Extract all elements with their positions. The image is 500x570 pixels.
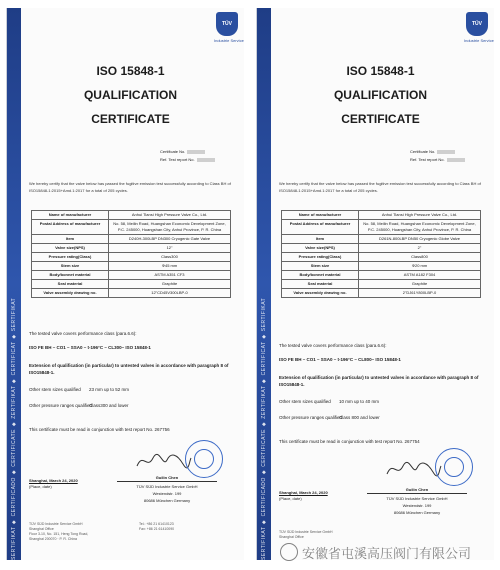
stem-size-label: Other stem sizes qualified xyxy=(279,399,331,404)
spec-value: Anhui Tiansi High Pressure Valve Co., Ltd. xyxy=(359,211,481,220)
spec-value: Class800 xyxy=(359,253,481,262)
spec-key: Valve size(NPS) xyxy=(282,244,359,253)
performance-class-line: ISO FE BH – CO1 – SSA0 – t-196°C – CL800– ISO 15848-1 xyxy=(279,357,401,362)
footer-line: TÜV SÜD Industrie Service GmbH xyxy=(279,530,333,534)
certificate-title-line2: CERTIFICATE xyxy=(91,112,170,126)
spec-value: ASTM A351 CF3 xyxy=(109,271,231,280)
table-row xyxy=(32,280,231,289)
pressure-range-value: Class300 and lower xyxy=(89,403,129,408)
certificate-right xyxy=(256,8,494,560)
spec-value: 2" xyxy=(359,244,481,253)
spec-key: Postal Address of manufacturer xyxy=(32,220,109,235)
spec-key: Postal Address of manufacturer xyxy=(282,220,359,235)
spec-value: Class300 xyxy=(109,253,231,262)
signer-address-line: Westendstr. 199 xyxy=(152,491,182,496)
place-date-label: (Place, date) xyxy=(29,484,52,489)
table-row xyxy=(282,211,481,220)
extension-statement: Extension of qualification (in particular) to untested valves in accordance with paragraph 8 of ISO15848-1. xyxy=(29,363,229,375)
stem-size-value: 10 mm up to 40 mm xyxy=(339,399,380,404)
certificate-intro: We hereby certify that the valve below has passed the fugitive emission test successfully according to Class BH of ISO15848-1:2015+Amd.1:2017 for a total of 205 cycles. xyxy=(279,181,481,193)
signature-line xyxy=(367,493,467,494)
spec-key: Pressure rating(Class) xyxy=(282,253,359,262)
footer-line: Floor 3-10, No. 151, Heng Tong Road, xyxy=(29,532,89,536)
table-row xyxy=(282,220,481,235)
table-row xyxy=(32,289,231,298)
certificate-no-label: Certificate No. xyxy=(410,149,436,154)
certificate-title-standard: ISO 15848-1 xyxy=(346,64,415,78)
table-row xyxy=(32,235,231,244)
tuv-logo-mark: TÜV xyxy=(466,12,488,36)
footer-line: Shanghai Office xyxy=(29,527,54,531)
spec-value: Φ45 mm xyxy=(109,262,231,271)
spec-key: Name of manufacturer xyxy=(282,211,359,220)
signer-block xyxy=(367,486,467,516)
tuv-logo-subtitle: Industrie Service xyxy=(214,38,244,43)
pressure-range-label: Other pressure ranges qualified xyxy=(29,403,93,408)
certificate-title-line1: QUALIFICATION xyxy=(333,88,428,102)
table-row xyxy=(282,289,481,298)
signer-block xyxy=(117,474,217,504)
issue-date: Shanghai, March 24, 2020 xyxy=(279,490,328,495)
spec-value: D261N-800LBP DN50 Cryogenic Globe Valve xyxy=(359,235,481,244)
spec-value: Anhui Tiansi High Pressure Valve Co., Ltd. xyxy=(109,211,231,220)
wechat-icon xyxy=(280,543,298,561)
spec-key: Name of manufacturer xyxy=(32,211,109,220)
tuv-logo-subtitle: Industrie Service xyxy=(464,38,494,43)
valve-spec-table xyxy=(281,210,481,298)
performance-class-line: ISO FE BH – CO1 – SSA0 – t-196°C – CL300– ISO 15848-1 xyxy=(29,345,151,350)
signer-address-line: 80686 München Germany xyxy=(393,510,441,515)
spec-key: Stem size xyxy=(282,262,359,271)
wechat-watermark xyxy=(280,540,494,564)
stripe-text: SERTIFIKAT ◆ CERTIFICADO ◆ CERTIFICATE ◆ ZERTIFIKAT ◆ CERTIFICAT ◆ SERTIFIKAT xyxy=(11,297,17,560)
certificate-title-line1: QUALIFICATION xyxy=(83,88,178,102)
validity-note: This certificate must be read in conjunction with test report No. 267754 xyxy=(279,439,420,444)
spec-key: Valve assembly drawing no. xyxy=(282,289,359,298)
certificate-border-stripe xyxy=(257,8,271,560)
spec-key: Body/bonnet material xyxy=(282,271,359,280)
spec-key: Valve size(NPS) xyxy=(32,244,109,253)
stripe-text: SERTIFIKAT ◆ CERTIFICADO ◆ CERTIFICATE ◆ ZERTIFIKAT ◆ CERTIFICAT ◆ SERTIFIKAT xyxy=(261,297,267,560)
tuv-logo-mark: TÜV xyxy=(216,12,238,36)
spec-value: ASTM A182 F304 xyxy=(359,271,481,280)
spec-value: No. 58, Meilin Road, Huangshan Economic Development Zone, P.C. 245000, Huangshan City, Anhui Province, P. R. China xyxy=(109,220,231,235)
table-row xyxy=(32,211,231,220)
spec-key: Seal material xyxy=(282,280,359,289)
valve-spec-table xyxy=(31,210,231,298)
spec-value: 12" xyxy=(109,244,231,253)
performance-class-note: The tested valve covers performance class (para.6.6): xyxy=(29,331,137,336)
signature-scribble xyxy=(133,450,193,472)
table-row xyxy=(32,244,231,253)
spec-key: Item xyxy=(282,235,359,244)
signer-organization: TÜV SÜD Industrie Service GmbH xyxy=(386,496,448,501)
certificate-left xyxy=(6,8,244,560)
certificate-no-label: Certificate No. xyxy=(160,149,186,154)
certificate-intro: We hereby certify that the valve below has passed the fugitive emission test successfully according to Class BH of ISO15848-1:2015+Amd.1:2017 for a total of 205 cycles. xyxy=(29,181,231,193)
certificate-border-stripe xyxy=(7,8,21,560)
validity-note: This certificate must be read in conjunction with test report No. 267756 xyxy=(29,427,170,432)
table-row xyxy=(282,262,481,271)
footer-line: Fax: +86 21 61410090 xyxy=(139,527,175,531)
test-report-no-label: Ref. Test report No. xyxy=(160,157,195,162)
signer-address-line: Westendstr. 199 xyxy=(402,503,432,508)
official-seal xyxy=(435,448,473,486)
stem-size-qualified xyxy=(279,398,484,405)
certificate-references xyxy=(410,148,480,164)
spec-value: 12"CD45V300LBP-0 xyxy=(109,289,231,298)
issue-date: Shanghai, March 24, 2020 xyxy=(29,478,78,483)
redacted-value xyxy=(437,150,455,154)
certificate-title-standard: ISO 15848-1 xyxy=(96,64,165,78)
tuv-logo xyxy=(214,12,244,48)
test-report-no-label: Ref. Test report No. xyxy=(410,157,445,162)
signer-address-line: 80686 München Germany xyxy=(143,498,191,503)
spec-key: Seal material xyxy=(32,280,109,289)
watermark-text: 安徽省屯溪高压阀门有限公司 xyxy=(302,545,472,561)
signature-scribble xyxy=(383,458,443,480)
redacted-value xyxy=(197,158,215,162)
signer-organization: TÜV SÜD Industrie Service GmbH xyxy=(136,484,198,489)
official-seal xyxy=(185,440,223,478)
signer-name: Guilin Chen xyxy=(155,475,179,480)
certificate-title-line2: CERTIFICATE xyxy=(341,112,420,126)
place-date-label: (Place, date) xyxy=(279,496,302,501)
footer-line: Shanghai 200070 · P. R. China xyxy=(29,537,77,541)
spec-key: Body/bonnet material xyxy=(32,271,109,280)
spec-value: D240H-300LBP DN300 Cryogenic Gate Valve xyxy=(109,235,231,244)
spec-value: No. 58, Meilin Road, Huangshan Economic Development Zone, P.C. 245000, Huangshan City, Anhui Province, P. R. China xyxy=(359,220,481,235)
table-row xyxy=(32,253,231,262)
footer-line: Shanghai Office xyxy=(279,535,304,539)
table-row xyxy=(32,220,231,235)
table-row xyxy=(282,280,481,289)
spec-value: Graphite xyxy=(109,280,231,289)
table-row xyxy=(32,271,231,280)
signature-line xyxy=(117,481,217,482)
redacted-value xyxy=(187,150,205,154)
spec-key: Item xyxy=(32,235,109,244)
pressure-range-qualified xyxy=(279,414,484,421)
table-row xyxy=(32,262,231,271)
footer-line: TÜV SÜD Industrie Service GmbH xyxy=(29,522,83,526)
signer-name: Guilin Chen xyxy=(405,487,429,492)
spec-key: Pressure rating(Class) xyxy=(32,253,109,262)
place-date xyxy=(279,490,328,502)
table-row xyxy=(282,253,481,262)
footer-line: Tel.: +86 21 61410123 xyxy=(139,522,174,526)
spec-key: Stem size xyxy=(32,262,109,271)
pressure-range-label: Other pressure ranges qualified xyxy=(279,415,343,420)
spec-value: 2"DJ61Y800LBP-0 xyxy=(359,289,481,298)
pressure-range-value: Class 800 and lower xyxy=(339,415,380,420)
spec-value: Graphite xyxy=(359,280,481,289)
stem-size-value: 23 mm up to 52 mm xyxy=(89,387,130,392)
table-row xyxy=(282,235,481,244)
spec-key: Valve assembly drawing no. xyxy=(32,289,109,298)
performance-class-note: The tested valve covers performance class (para.6.6): xyxy=(279,343,387,348)
stem-size-label: Other stem sizes qualified xyxy=(29,387,81,392)
redacted-value xyxy=(447,158,465,162)
table-row xyxy=(282,244,481,253)
pressure-range-qualified xyxy=(29,402,234,409)
table-row xyxy=(282,271,481,280)
stem-size-qualified xyxy=(29,386,234,393)
place-date xyxy=(29,478,78,490)
extension-statement: Extension of qualification (in particular) to untested valves in accordance with paragraph 8 of ISO15848-1. xyxy=(279,375,479,387)
spec-value: Φ20 mm xyxy=(359,262,481,271)
certificate-references xyxy=(160,148,230,164)
tuv-logo xyxy=(464,12,494,48)
